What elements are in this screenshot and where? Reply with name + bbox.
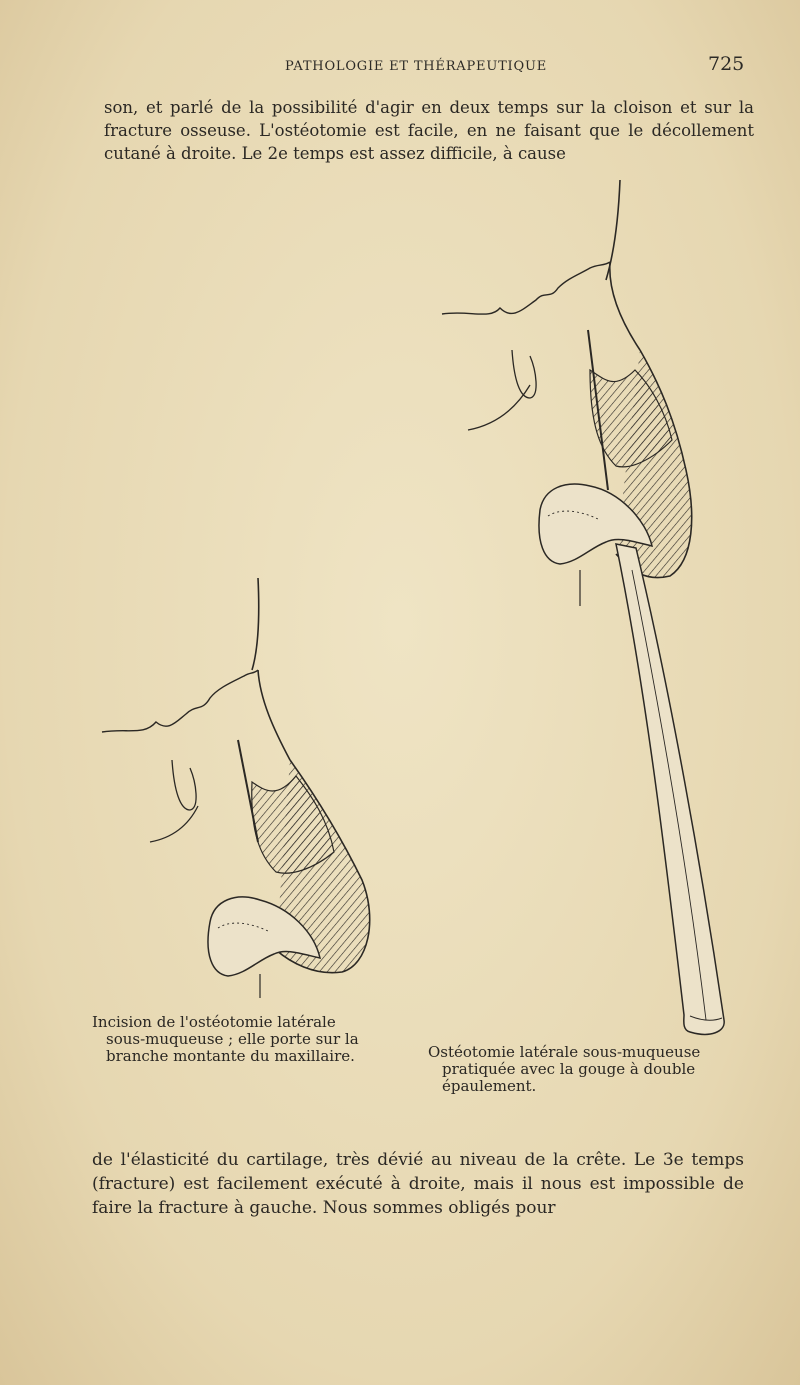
figure-right-illustration (440, 170, 760, 1050)
figure-left-illustration (100, 570, 390, 1000)
figure-left-caption (92, 1014, 362, 1065)
running-title: PATHOLOGIE ET THÉRAPEUTIQUE (285, 59, 547, 74)
page-number: 725 (708, 53, 745, 75)
figure-left-caption-rest: sous-muqueuse ; elle porte sur la branche montante du maxillaire. (106, 1030, 359, 1065)
body-paragraph-top: son, et parlé de la possibilité d'agir en deux temps sur la cloison et sur la fracture osseuse. L'ostéotomie est facile, en ne faisant que le décollement cutané à droite. Le 2e temps est assez difficile, à cause (104, 98, 754, 163)
figure-left-caption-first-line: Incision de l'ostéotomie latérale (92, 1013, 336, 1031)
figure-right-caption (428, 1044, 748, 1095)
figure-right-caption-first-line: Ostéotomie latérale sous-muqueuse (428, 1043, 701, 1061)
figure-right-caption-rest: pratiquée avec la gouge à double épaulement. (442, 1060, 696, 1095)
page-header (0, 53, 800, 80)
body-paragraph-bottom: de l'élasticité du cartilage, très dévié au niveau de la crête. Le 3e temps (fracture) est facilement exécuté à droite, mais il nous est impossible de faire la fracture à gauche. Nous sommes obligés pour (92, 1150, 744, 1218)
